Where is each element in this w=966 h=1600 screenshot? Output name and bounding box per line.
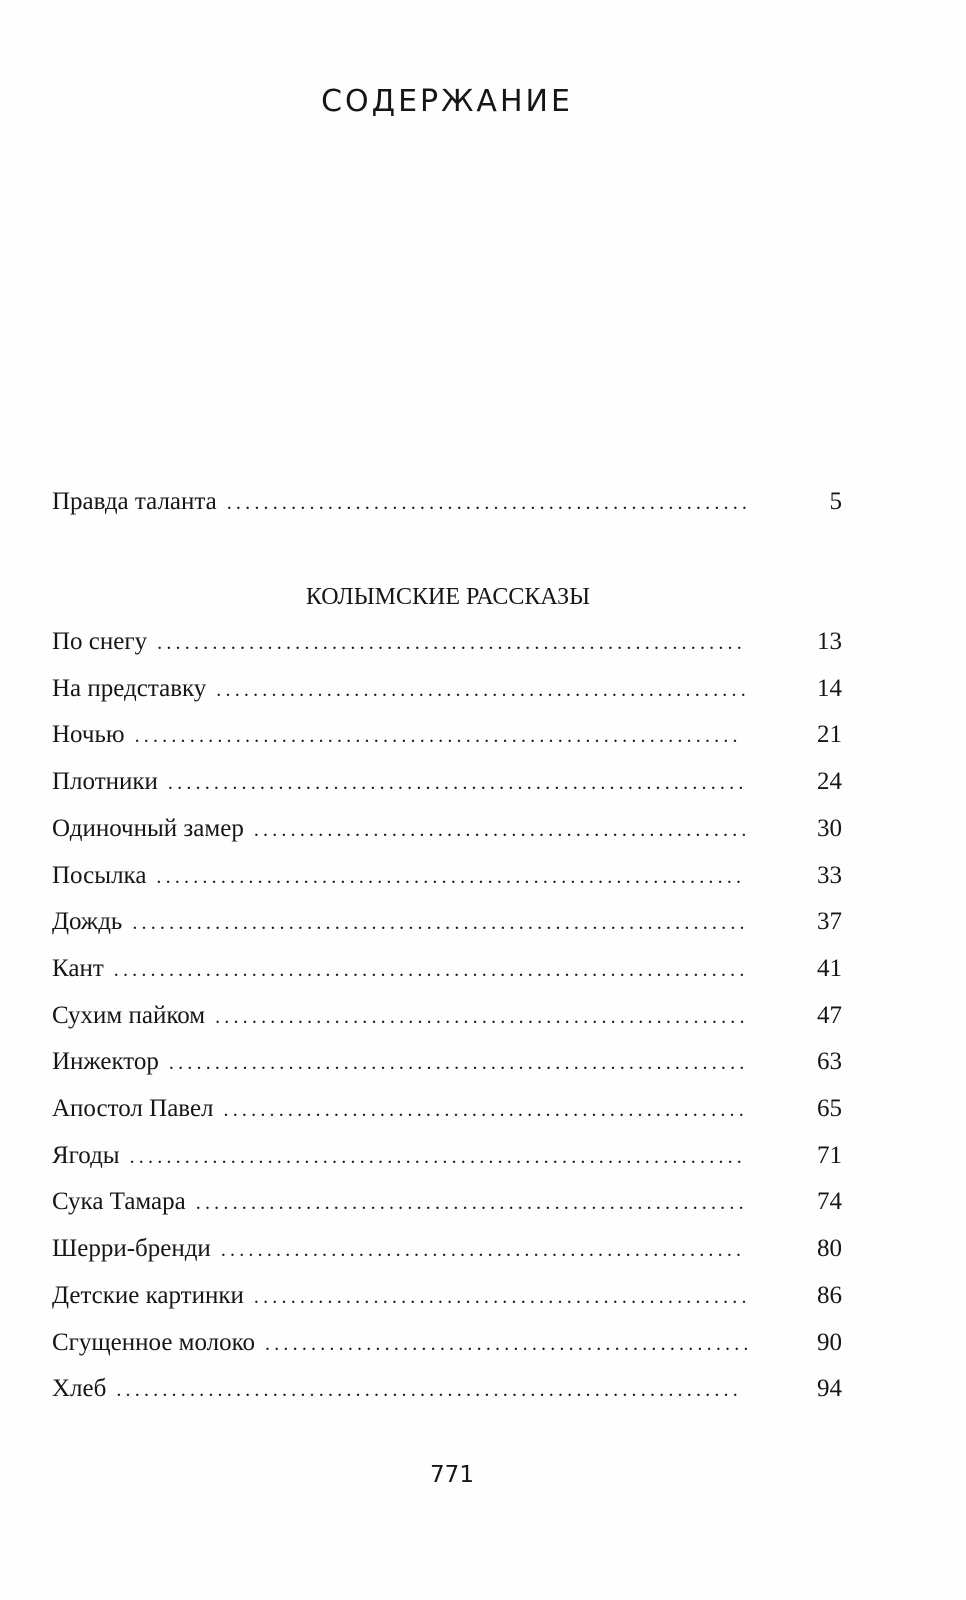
toc-entry <box>52 1329 842 1363</box>
toc-entry-label: Апостол Павел <box>52 1095 214 1122</box>
toc-entry-label: Посылка <box>52 861 147 889</box>
toc-entry <box>52 768 842 802</box>
dot-leader: ............................................................ <box>195 1192 748 1215</box>
dot-leader: ......................................................... <box>220 1239 746 1262</box>
toc-entry <box>52 628 842 662</box>
dot-leader: ................................................................... <box>132 912 749 935</box>
toc-entry-page: 33 <box>817 861 842 889</box>
toc-entry-label: На представку <box>52 674 207 702</box>
toc-entry-page: 24 <box>817 768 842 796</box>
toc-entry <box>52 815 842 849</box>
toc-entry-page: 37 <box>817 908 842 936</box>
dot-leader: .................................................................. <box>134 725 742 748</box>
toc-entry <box>52 1048 842 1082</box>
toc-entry <box>52 1375 842 1409</box>
toc-entry-page: 13 <box>817 628 842 655</box>
toc-entry-page: 47 <box>817 1001 842 1029</box>
dot-leader: ......................................................... <box>226 492 752 514</box>
toc-entry-page: 21 <box>817 721 842 749</box>
toc-entry-page: 80 <box>817 1235 842 1263</box>
toc-entry-page: 90 <box>817 1328 842 1356</box>
toc-entry-label: По снегу <box>52 628 148 655</box>
dot-leader: .......................................................... <box>215 1005 749 1028</box>
toc-entry-label: Сухим пайком <box>52 1001 206 1029</box>
toc-entry-page: 86 <box>817 1281 842 1309</box>
toc-entry-label: Инжектор <box>52 1048 159 1076</box>
dot-leader: .................................................................... <box>116 1379 742 1402</box>
toc-entry-label: Хлеб <box>52 1375 107 1403</box>
toc-entry-page: 41 <box>817 954 842 982</box>
toc-entry <box>52 908 842 942</box>
toc-entry-label: Плотники <box>52 768 158 796</box>
toc-entry-page: 65 <box>817 1095 842 1122</box>
dot-leader: ...................................................... <box>253 1285 751 1308</box>
toc-entry-label: Дождь <box>52 908 123 936</box>
toc-entry <box>52 955 842 989</box>
toc-entry <box>52 488 842 522</box>
toc-entry-label: Сука Тамара <box>52 1188 186 1216</box>
toc-entry-label: Детские картинки <box>52 1281 244 1309</box>
dot-leader: ......................................................... <box>223 1099 748 1121</box>
toc-entry <box>52 1002 842 1036</box>
toc-entry-page: 94 <box>817 1375 842 1403</box>
toc-entry-label: Ночью <box>52 721 125 749</box>
toc-entry <box>52 1142 842 1176</box>
toc-entry <box>52 1188 842 1222</box>
dot-leader: ................................................................ <box>156 865 746 888</box>
toc-entry-label: Кант <box>52 954 104 982</box>
toc-entry-label: Правда таланта <box>52 488 217 515</box>
toc-entry-page: 30 <box>817 814 842 842</box>
dot-leader: ................................................................ <box>157 632 746 654</box>
toc-entry-label: Шерри-бренди <box>52 1235 211 1263</box>
toc-entry-page: 14 <box>817 674 842 702</box>
page-title: СОДЕРЖАНИЕ <box>321 84 573 119</box>
toc-entry-label: Ягоды <box>52 1141 120 1169</box>
toc-entry-label: Одиночный замер <box>52 814 244 842</box>
dot-leader: ..................................................... <box>265 1332 753 1355</box>
toc-entry-page: 5 <box>829 488 842 515</box>
toc-entry <box>52 675 842 709</box>
toc-entry <box>52 1095 842 1129</box>
toc-entry-label: Сгущенное молоко <box>52 1328 256 1356</box>
toc-entry <box>52 1235 842 1269</box>
dot-leader: ............................................................... <box>167 772 748 795</box>
page-number: 771 <box>430 1462 474 1488</box>
toc-entry-page: 63 <box>817 1048 842 1076</box>
section-heading: КОЛЫМСКИЕ РАССКАЗЫ <box>305 584 591 610</box>
toc-entry <box>52 721 842 755</box>
toc-entry-page: 74 <box>817 1188 842 1216</box>
dot-leader: ............................................................... <box>168 1052 749 1075</box>
dot-leader: .......................................................... <box>216 678 750 701</box>
dot-leader: ..................................................................... <box>113 958 749 981</box>
dot-leader: ................................................................... <box>129 1145 747 1168</box>
toc-entry <box>52 1282 842 1316</box>
toc-entry <box>52 862 842 896</box>
dot-leader: ...................................................... <box>253 818 751 841</box>
toc-entry-page: 71 <box>817 1141 842 1169</box>
